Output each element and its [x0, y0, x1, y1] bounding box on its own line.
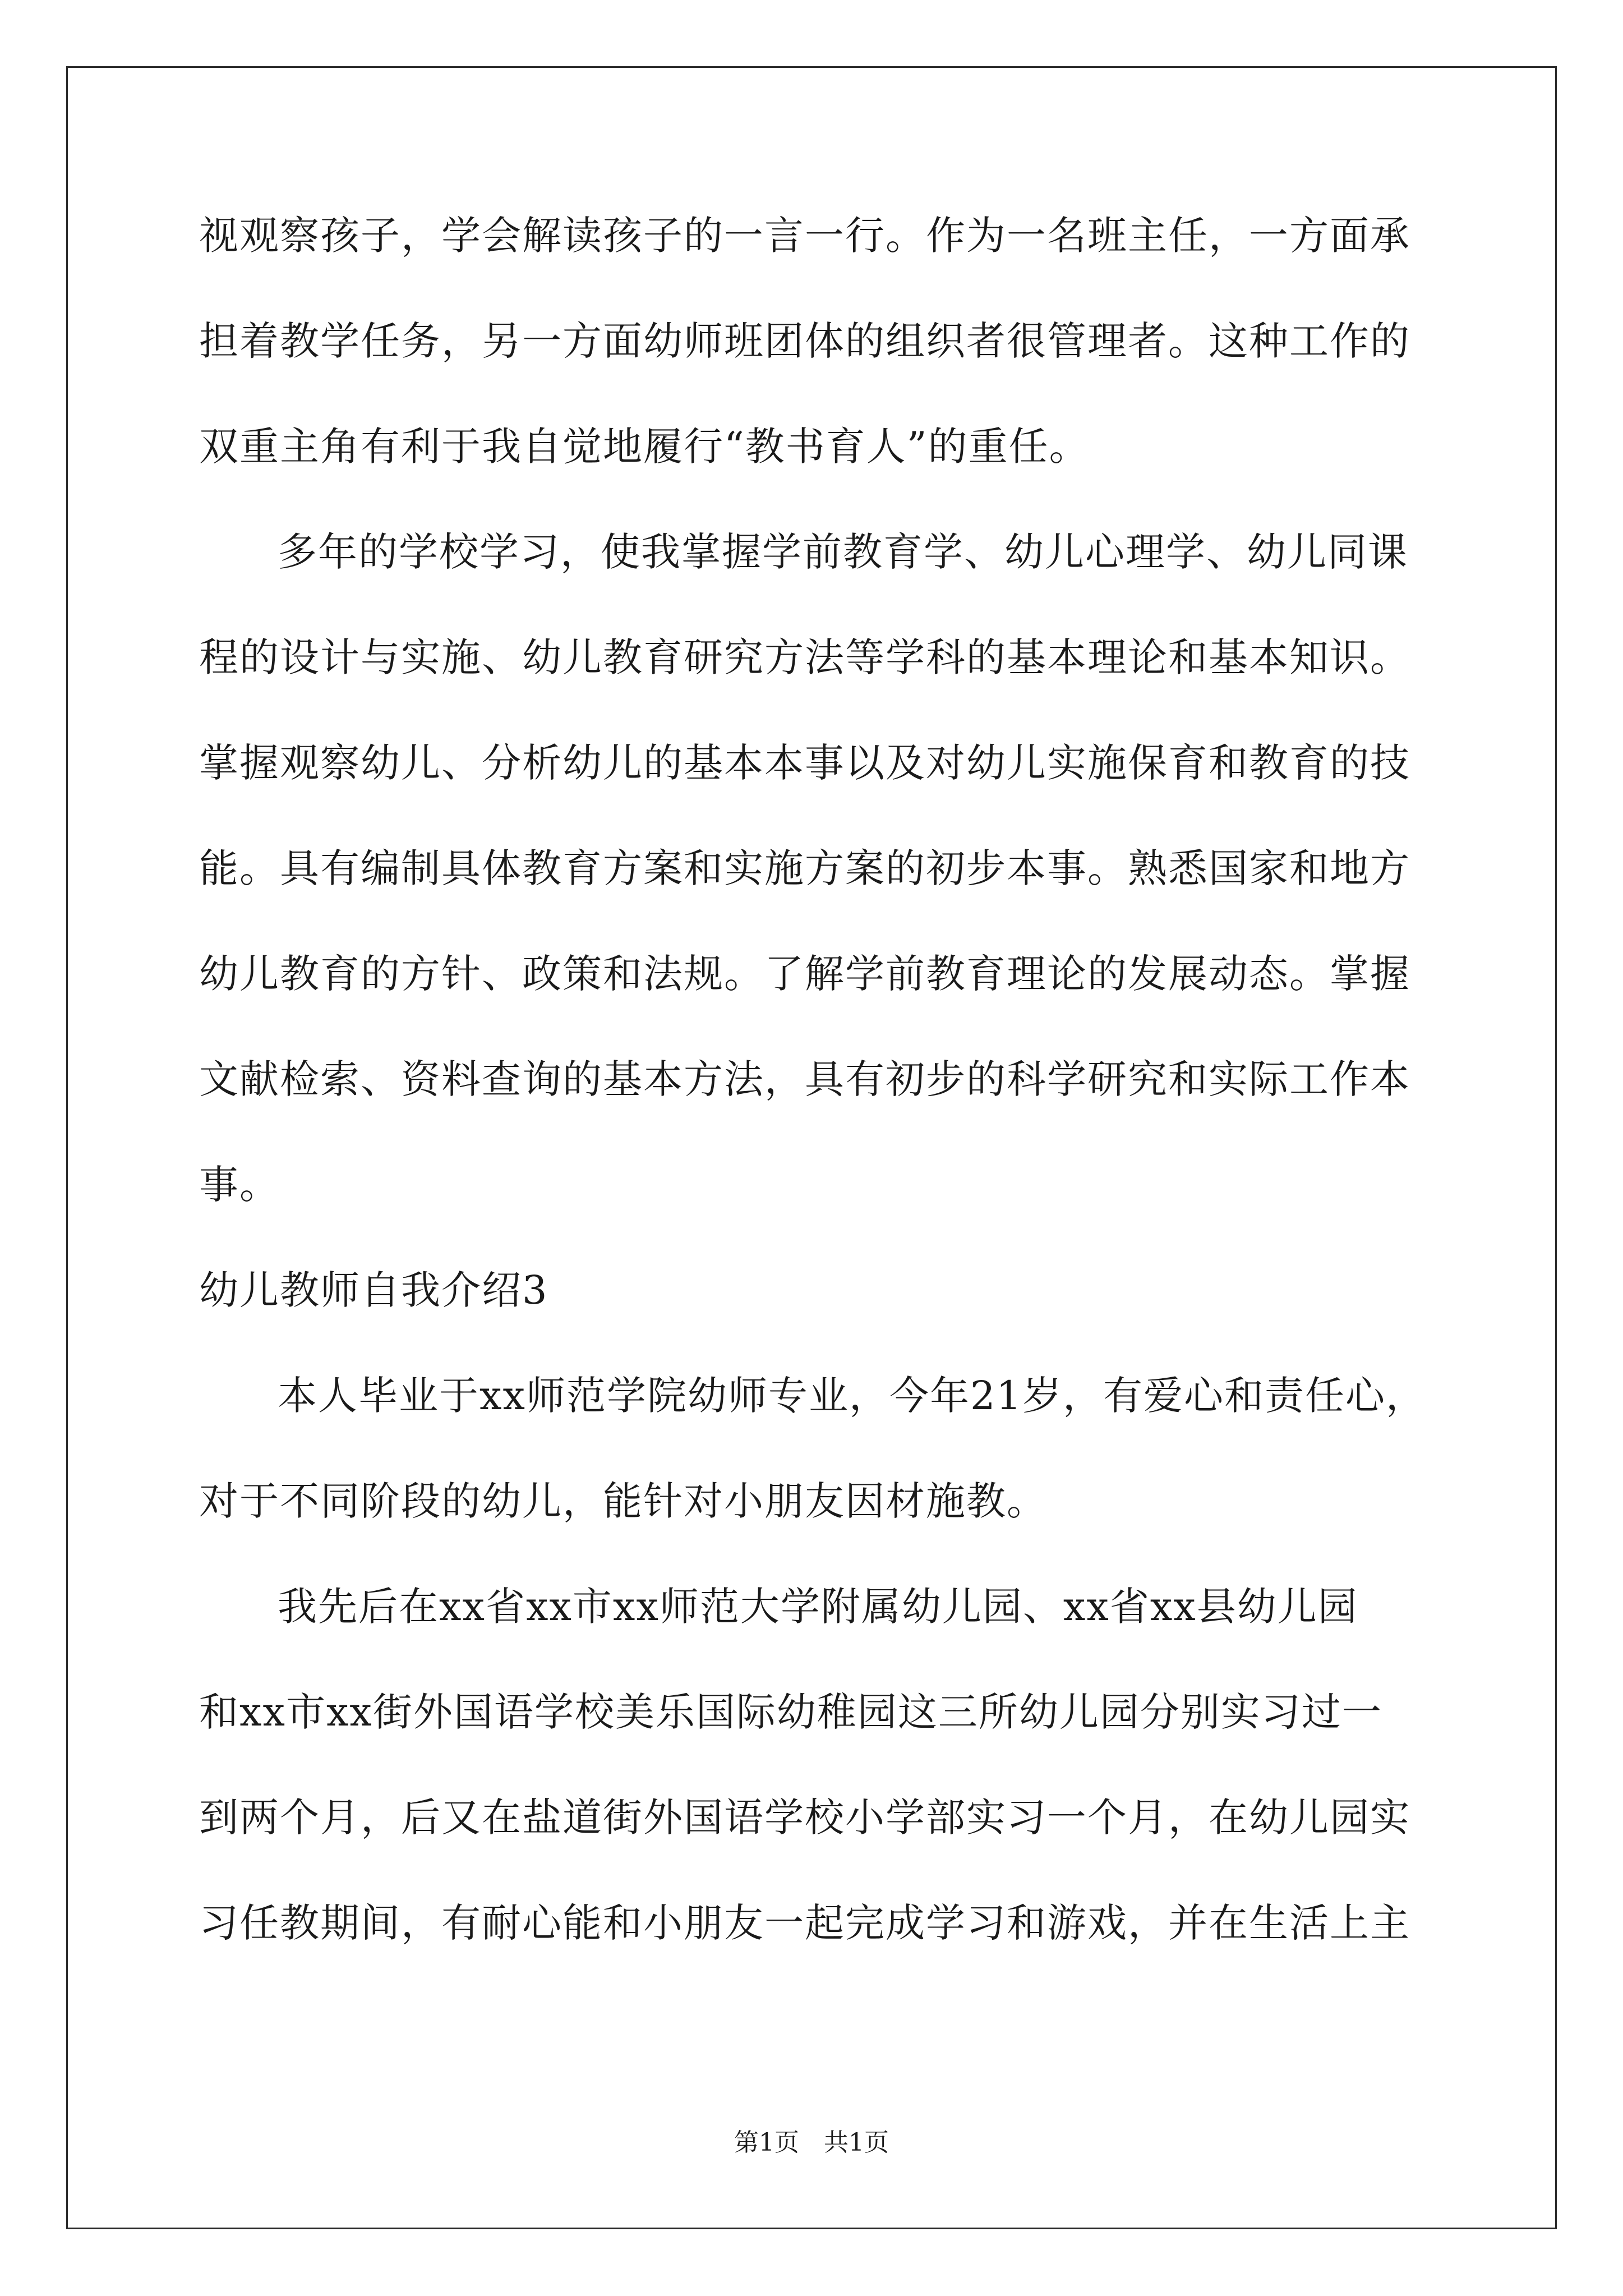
page-number-footer: 第1页 共1页: [734, 2128, 889, 2157]
paragraph: [199, 1584, 1433, 1946]
text-line: 掌握观察幼儿、分析幼儿的基本本事以及对幼儿实施保育和教育的技: [199, 740, 1410, 786]
paragraph: [199, 1373, 1433, 1524]
text-line: 视观察孩子，学会解读孩子的一言一行。作为一名班主任，一方面承: [199, 213, 1410, 259]
text-line: 文献检索、资料查询的基本方法，具有初步的科学研究和实际工作本: [199, 1056, 1410, 1102]
paragraph: [199, 529, 1433, 1208]
text-line: 对于不同阶段的幼儿，能针对小朋友因材施教。: [199, 1478, 1047, 1524]
text-line: 担着教学任务，另一方面幼师班团体的组织者很管理者。这种工作的: [199, 318, 1410, 364]
text-line: 事。: [199, 1162, 280, 1208]
text-line: 多年的学校学习，使我掌握学前教育学、幼儿心理学、幼儿同课: [278, 529, 1408, 575]
text-line: 能。具有编制具体教育方案和实施方案的初步本事。熟悉国家和地方: [199, 845, 1410, 891]
document-body: [199, 213, 1433, 2009]
text-line: 习任教期间，有耐心能和小朋友一起完成学习和游戏，并在生活上主: [199, 1900, 1410, 1946]
text-line: 我先后在xx省xx市xx师范大学附属幼儿园、xx省xx县幼儿园: [278, 1584, 1358, 1630]
text-line: 本人毕业于xx师范学院幼师专业，今年21岁，有爱心和责任心，: [278, 1373, 1427, 1419]
text-line: 幼儿教育的方针、政策和法规。了解学前教育理论的发展动态。掌握: [199, 951, 1410, 997]
text-line: 双重主角有利于我自觉地履行“教书育人”的重任。: [199, 424, 1090, 470]
section-title: 幼儿教师自我介绍3: [199, 1267, 548, 1313]
paragraph: [199, 213, 1433, 470]
text-line: 到两个月，后又在盐道街外国语学校小学部实习一个月，在幼儿园实: [199, 1795, 1410, 1841]
text-line: 和xx市xx街外国语学校美乐国际幼稚园这三所幼儿园分别实习过一: [199, 1689, 1382, 1735]
text-line: 程的设计与实施、幼儿教育研究方法等学科的基本理论和基本知识。: [199, 634, 1410, 680]
